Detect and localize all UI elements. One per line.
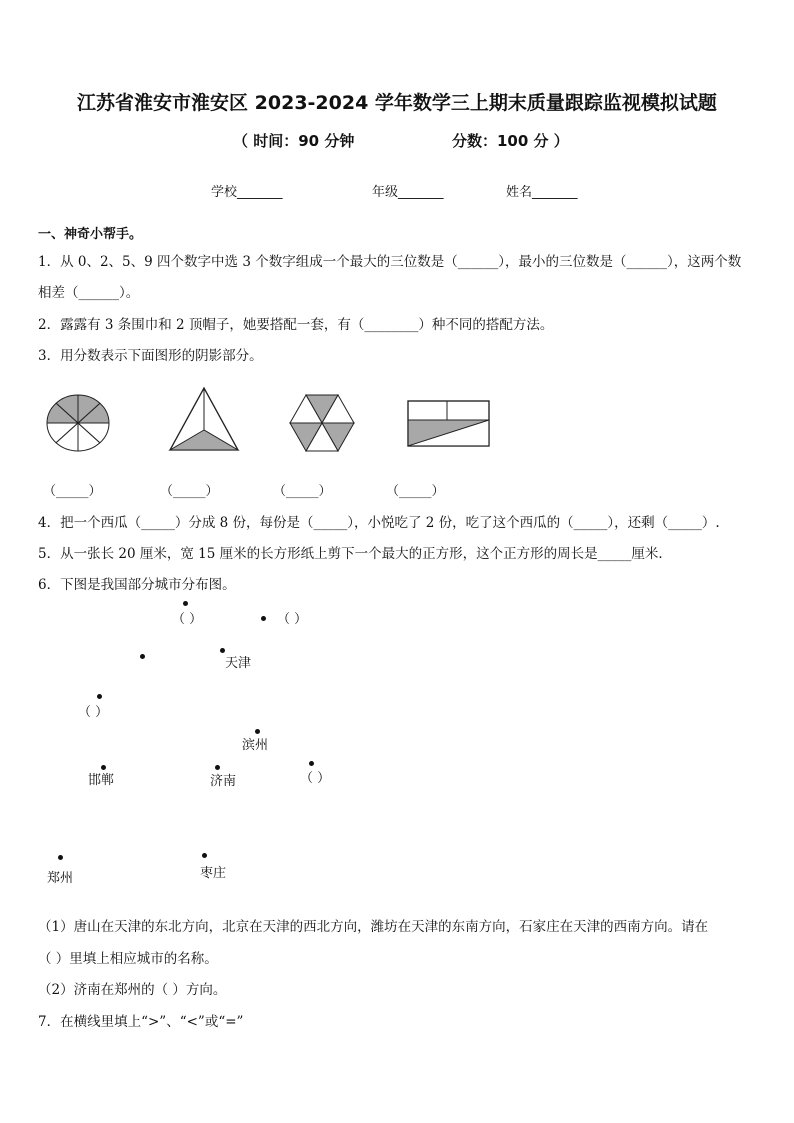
zaozhuang-dot — [202, 853, 207, 858]
map-blank-left[interactable]: （ ） — [78, 705, 109, 720]
map-blank-right[interactable]: （ ） — [300, 771, 331, 786]
hexagon-figure — [289, 392, 355, 454]
exam-score: 分数：100 分 ） — [452, 132, 569, 150]
name-field: 姓名_______ — [506, 185, 578, 200]
figure-2-blank[interactable]: （_____） — [160, 484, 219, 499]
question-2: 2．露露有 3 条围巾和 2 顶帽子，她要搭配一套，有（________）种不同的搭配方法。 — [38, 317, 554, 333]
zhengzhou-dot — [58, 855, 63, 860]
page-title: 江苏省淮安市淮安区 2023-2024 学年数学三上期末质量跟踪监视模拟试题 — [77, 92, 717, 114]
question-6-2: （2）济南在郑州的（ ）方向。 — [38, 982, 227, 998]
question-6-1-line-1: （1）唐山在天津的东北方向，北京在天津的西北方向，潍坊在天津的东南方向，石家庄在天津的西南方向。请在 — [38, 919, 709, 935]
question-1-line-1: 1．从 0、2、5、9 四个数字中选 3 个数字组成一个最大的三位数是（______），最小的三位数是（______），这两个数 — [38, 254, 742, 270]
question-4: 4．把一个西瓜（_____）分成 8 份，每份是（_____），小悦吃了 2 份，吃了这个西瓜的（_____），还剩（_____）. — [38, 515, 720, 531]
map-blank-top-2[interactable]: （ ） — [277, 612, 308, 627]
jinan-label: 济南 — [210, 774, 237, 789]
handan-label: 邯郸 — [88, 773, 115, 788]
figure-1-blank[interactable]: （_____） — [43, 484, 102, 499]
triangle-figure — [168, 386, 240, 452]
city-dot-top-left — [183, 601, 188, 606]
question-1-line-2: 相差（______）。 — [38, 285, 140, 301]
map-blank-top-1[interactable]: （ ） — [172, 612, 203, 627]
city-dot-left — [97, 694, 102, 699]
city-dot-right — [309, 761, 314, 766]
question-3: 3．用分数表示下面图形的阴影部分。 — [38, 348, 263, 364]
question-6-1-line-2: （ ）里填上相应城市的名称。 — [38, 951, 218, 967]
tianjin-label: 天津 — [225, 656, 252, 671]
zhengzhou-label: 郑州 — [47, 871, 74, 886]
school-field: 学校_______ — [211, 185, 283, 200]
figure-4-blank[interactable]: （_____） — [386, 484, 445, 499]
section-heading: 一、神奇小帮手。 — [38, 227, 143, 242]
circle-figure — [44, 392, 112, 454]
binzhou-label: 滨州 — [242, 738, 269, 753]
question-7: 7．在横线里填上“>”、“<”或“=” — [38, 1014, 244, 1030]
city-dot-left-upper — [140, 654, 145, 659]
zaozhuang-label: 枣庄 — [200, 866, 227, 881]
rectangle-figure — [407, 400, 491, 448]
figure-3-blank[interactable]: （_____） — [273, 484, 332, 499]
question-6: 6．下图是我国部分城市分布图。 — [38, 577, 236, 593]
grade-field: 年级_______ — [372, 185, 444, 200]
exam-time: （ 时间：90 分钟 — [233, 132, 355, 150]
question-5: 5．从一张长 20 厘米，宽 15 厘米的长方形纸上剪下一个最大的正方形，这个正方形的周长是_____厘米． — [38, 546, 672, 562]
city-dot-top-right — [261, 616, 266, 621]
